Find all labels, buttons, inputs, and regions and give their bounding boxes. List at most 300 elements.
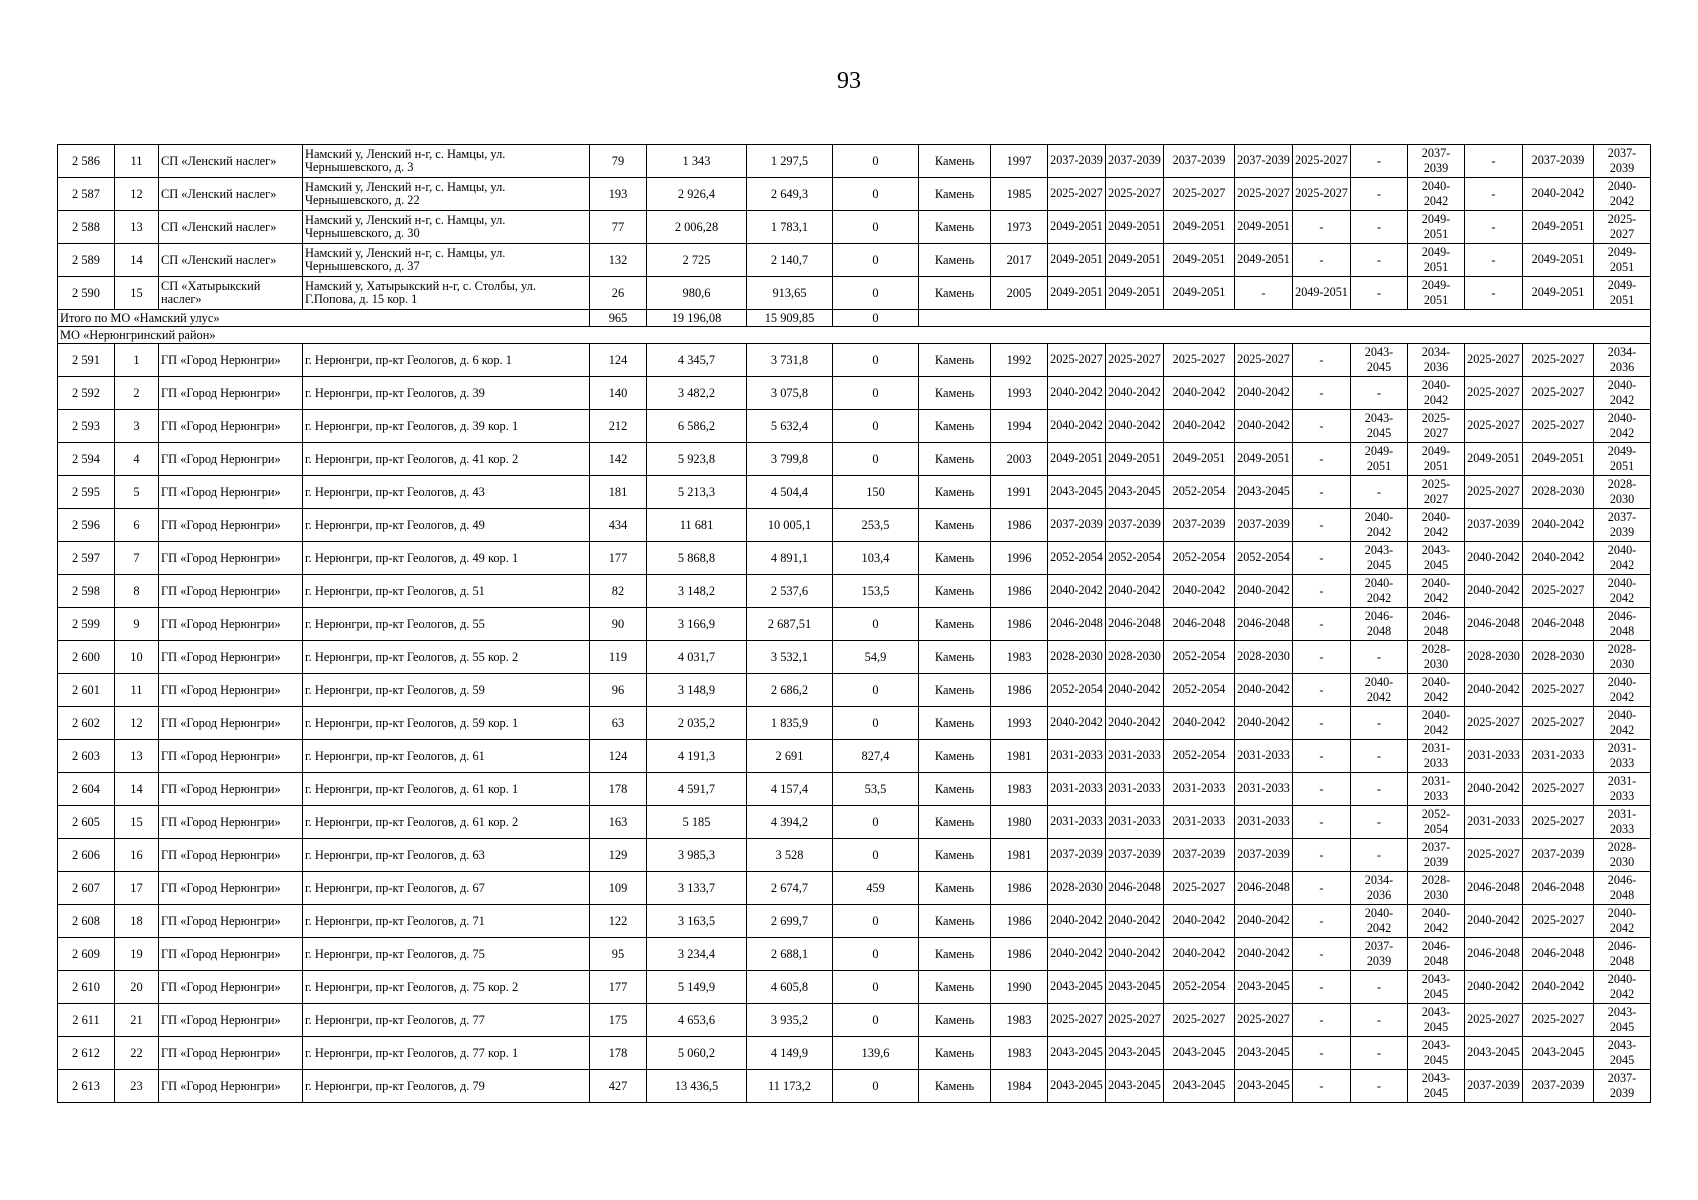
- address: г. Нерюнгри, пр-кт Геологов, д. 43: [303, 476, 590, 509]
- build-year: 1992: [991, 344, 1048, 377]
- period-8: 2025-2027: [1465, 344, 1523, 377]
- municipality: СП «Ленский наслег»: [159, 145, 303, 178]
- address: г. Нерюнгри, пр-кт Геологов, д. 59: [303, 674, 590, 707]
- period-5: -: [1293, 773, 1351, 806]
- period-8: 2031-2033: [1465, 806, 1523, 839]
- period-8: 2025-2027: [1465, 377, 1523, 410]
- row-number: 2 586: [58, 145, 115, 178]
- table-row: [58, 476, 1651, 509]
- period-6: -: [1351, 773, 1408, 806]
- residents: 129: [590, 839, 647, 872]
- period-6: 2040-2042: [1351, 674, 1408, 707]
- nonliving-area: 0: [833, 971, 919, 1004]
- period-10: 2028-2030: [1594, 476, 1651, 509]
- total-area: 5 213,3: [647, 476, 747, 509]
- local-number: 12: [115, 707, 159, 740]
- period-10: 2040-2042: [1594, 674, 1651, 707]
- residents: 26: [590, 277, 647, 310]
- address: г. Нерюнгри, пр-кт Геологов, д. 71: [303, 905, 590, 938]
- period-5: -: [1293, 443, 1351, 476]
- period-1: 2040-2042: [1048, 938, 1106, 971]
- period-1: 2052-2054: [1048, 542, 1106, 575]
- residents: 181: [590, 476, 647, 509]
- local-number: 5: [115, 476, 159, 509]
- period-9: 2046-2048: [1523, 872, 1594, 905]
- wall-material: Камень: [919, 839, 991, 872]
- residents: 178: [590, 1037, 647, 1070]
- period-6: 2037-2039: [1351, 938, 1408, 971]
- total-area: 6 586,2: [647, 410, 747, 443]
- period-10: 2040-2042: [1594, 971, 1651, 1004]
- address: г. Нерюнгри, пр-кт Геологов, д. 61 кор. 2: [303, 806, 590, 839]
- period-2: 2043-2045: [1106, 476, 1164, 509]
- local-number: 22: [115, 1037, 159, 1070]
- build-year: 1986: [991, 509, 1048, 542]
- living-area: 913,65: [747, 277, 833, 310]
- period-3: 2040-2042: [1164, 707, 1235, 740]
- period-7: 2028-2030: [1408, 641, 1465, 674]
- period-4: 2049-2051: [1235, 211, 1293, 244]
- period-5: -: [1293, 377, 1351, 410]
- table-row: [58, 509, 1651, 542]
- local-number: 11: [115, 674, 159, 707]
- table-row: [58, 905, 1651, 938]
- period-6: -: [1351, 1004, 1408, 1037]
- nonliving-area: 0: [833, 839, 919, 872]
- period-7: 2043-2045: [1408, 1037, 1465, 1070]
- period-7: 2046-2048: [1408, 608, 1465, 641]
- period-2: 2031-2033: [1106, 806, 1164, 839]
- build-year: 1986: [991, 905, 1048, 938]
- total-area: 3 985,3: [647, 839, 747, 872]
- wall-material: Камень: [919, 509, 991, 542]
- period-1: 2043-2045: [1048, 1037, 1106, 1070]
- address: г. Нерюнгри, пр-кт Геологов, д. 61 кор. 1: [303, 773, 590, 806]
- period-6: -: [1351, 244, 1408, 277]
- period-2: 2028-2030: [1106, 641, 1164, 674]
- table-row: [58, 410, 1651, 443]
- address: г. Нерюнгри, пр-кт Геологов, д. 59 кор. 1: [303, 707, 590, 740]
- address: Намский у, Хатырыкский н-г, с. Столбы, ул. Г.Попова, д. 15 кор. 1: [303, 277, 590, 310]
- period-10: 2040-2042: [1594, 410, 1651, 443]
- wall-material: Камень: [919, 740, 991, 773]
- total-area: 4 653,6: [647, 1004, 747, 1037]
- period-10: 2046-2048: [1594, 608, 1651, 641]
- period-9: 2040-2042: [1523, 178, 1594, 211]
- period-9: 2049-2051: [1523, 277, 1594, 310]
- period-4: 2040-2042: [1235, 410, 1293, 443]
- period-4: 2025-2027: [1235, 344, 1293, 377]
- period-9: 2049-2051: [1523, 211, 1594, 244]
- total-area: 5 185: [647, 806, 747, 839]
- nonliving-area: 0: [833, 410, 919, 443]
- municipality: ГП «Город Нерюнгри»: [159, 806, 303, 839]
- row-number: 2 613: [58, 1070, 115, 1103]
- period-2: 2043-2045: [1106, 1037, 1164, 1070]
- period-10: 2037-2039: [1594, 509, 1651, 542]
- table-row: [58, 575, 1651, 608]
- row-number: 2 606: [58, 839, 115, 872]
- period-3: 2031-2033: [1164, 806, 1235, 839]
- residents: 77: [590, 211, 647, 244]
- period-2: 2043-2045: [1106, 971, 1164, 1004]
- build-year: 1984: [991, 1070, 1048, 1103]
- housing-repair-schedule-table: [57, 144, 1651, 1103]
- period-6: 2040-2042: [1351, 575, 1408, 608]
- period-1: 2046-2048: [1048, 608, 1106, 641]
- total-area: 4 591,7: [647, 773, 747, 806]
- period-6: 2046-2048: [1351, 608, 1408, 641]
- total-area: 4 031,7: [647, 641, 747, 674]
- wall-material: Камень: [919, 211, 991, 244]
- table-row: [58, 178, 1651, 211]
- living-area: 1 783,1: [747, 211, 833, 244]
- period-10: 2040-2042: [1594, 575, 1651, 608]
- total-area: 980,6: [647, 277, 747, 310]
- period-6: -: [1351, 277, 1408, 310]
- period-5: -: [1293, 608, 1351, 641]
- period-8: 2043-2045: [1465, 1037, 1523, 1070]
- build-year: 1991: [991, 476, 1048, 509]
- period-4: 2037-2039: [1235, 145, 1293, 178]
- local-number: 17: [115, 872, 159, 905]
- period-8: 2025-2027: [1465, 707, 1523, 740]
- total-area: 3 148,2: [647, 575, 747, 608]
- period-2: 2040-2042: [1106, 377, 1164, 410]
- period-8: -: [1465, 244, 1523, 277]
- local-number: 3: [115, 410, 159, 443]
- row-number: 2 610: [58, 971, 115, 1004]
- period-4: 2025-2027: [1235, 178, 1293, 211]
- living-area: 4 394,2: [747, 806, 833, 839]
- period-10: 2043-2045: [1594, 1037, 1651, 1070]
- build-year: 1983: [991, 641, 1048, 674]
- wall-material: Камень: [919, 344, 991, 377]
- page-number: 93: [837, 68, 861, 94]
- row-number: 2 591: [58, 344, 115, 377]
- wall-material: Камень: [919, 674, 991, 707]
- period-4: 2025-2027: [1235, 1004, 1293, 1037]
- total-residents: 965: [590, 310, 647, 327]
- table-row: [58, 641, 1651, 674]
- total-area: 3 163,5: [647, 905, 747, 938]
- wall-material: Камень: [919, 1004, 991, 1037]
- period-9: 2025-2027: [1523, 806, 1594, 839]
- living-area: 3 075,8: [747, 377, 833, 410]
- period-8: 2037-2039: [1465, 1070, 1523, 1103]
- row-number: 2 596: [58, 509, 115, 542]
- period-2: 2037-2039: [1106, 145, 1164, 178]
- period-9: 2040-2042: [1523, 971, 1594, 1004]
- wall-material: Камень: [919, 938, 991, 971]
- period-1: 2052-2054: [1048, 674, 1106, 707]
- period-8: 2025-2027: [1465, 1004, 1523, 1037]
- row-number: 2 607: [58, 872, 115, 905]
- period-5: -: [1293, 740, 1351, 773]
- period-6: 2043-2045: [1351, 542, 1408, 575]
- period-6: -: [1351, 971, 1408, 1004]
- nonliving-area: 0: [833, 1070, 919, 1103]
- wall-material: Камень: [919, 641, 991, 674]
- period-1: 2049-2051: [1048, 443, 1106, 476]
- residents: 212: [590, 410, 647, 443]
- period-9: 2025-2027: [1523, 344, 1594, 377]
- municipality: СП «Хатырыкский наслег»: [159, 277, 303, 310]
- living-area: 10 005,1: [747, 509, 833, 542]
- residents: 124: [590, 344, 647, 377]
- period-5: -: [1293, 905, 1351, 938]
- address: г. Нерюнгри, пр-кт Геологов, д. 49 кор. 1: [303, 542, 590, 575]
- total-area: 5 149,9: [647, 971, 747, 1004]
- period-8: 2040-2042: [1465, 542, 1523, 575]
- row-number: 2 598: [58, 575, 115, 608]
- residents: 427: [590, 1070, 647, 1103]
- residents: 175: [590, 1004, 647, 1037]
- table-row: [58, 740, 1651, 773]
- period-4: 2037-2039: [1235, 509, 1293, 542]
- period-10: 2031-2033: [1594, 773, 1651, 806]
- total-area: 2 035,2: [647, 707, 747, 740]
- living-area: 3 731,8: [747, 344, 833, 377]
- period-7: 2025-2027: [1408, 410, 1465, 443]
- row-number: 2 604: [58, 773, 115, 806]
- period-6: -: [1351, 476, 1408, 509]
- table-row: [58, 1037, 1651, 1070]
- table-row: [58, 773, 1651, 806]
- period-7: 2052-2054: [1408, 806, 1465, 839]
- period-10: 2040-2042: [1594, 377, 1651, 410]
- period-9: 2025-2027: [1523, 1004, 1594, 1037]
- municipality: ГП «Город Нерюнгри»: [159, 509, 303, 542]
- nonliving-area: 459: [833, 872, 919, 905]
- period-3: 2043-2045: [1164, 1070, 1235, 1103]
- residents: 90: [590, 608, 647, 641]
- period-9: 2025-2027: [1523, 905, 1594, 938]
- local-number: 23: [115, 1070, 159, 1103]
- period-9: 2040-2042: [1523, 509, 1594, 542]
- period-1: 2040-2042: [1048, 410, 1106, 443]
- row-number: 2 600: [58, 641, 115, 674]
- period-9: 2046-2048: [1523, 608, 1594, 641]
- period-9: 2049-2051: [1523, 443, 1594, 476]
- period-2: 2025-2027: [1106, 344, 1164, 377]
- period-10: 2049-2051: [1594, 244, 1651, 277]
- row-number: 2 612: [58, 1037, 115, 1070]
- period-5: -: [1293, 938, 1351, 971]
- period-10: 2028-2030: [1594, 839, 1651, 872]
- municipality: ГП «Город Нерюнгри»: [159, 1070, 303, 1103]
- period-1: 2028-2030: [1048, 872, 1106, 905]
- table-row: [58, 277, 1651, 310]
- living-area: 3 935,2: [747, 1004, 833, 1037]
- namsky-total: [58, 310, 1651, 344]
- period-2: 2043-2045: [1106, 1070, 1164, 1103]
- period-6: 2043-2045: [1351, 344, 1408, 377]
- row-number: 2 597: [58, 542, 115, 575]
- period-9: 2037-2039: [1523, 145, 1594, 178]
- build-year: 1997: [991, 145, 1048, 178]
- local-number: 15: [115, 806, 159, 839]
- address: г. Нерюнгри, пр-кт Геологов, д. 49: [303, 509, 590, 542]
- living-area: 2 699,7: [747, 905, 833, 938]
- municipality: ГП «Город Нерюнгри»: [159, 740, 303, 773]
- build-year: 2017: [991, 244, 1048, 277]
- period-4: 2031-2033: [1235, 806, 1293, 839]
- period-6: -: [1351, 839, 1408, 872]
- nonliving-area: 0: [833, 707, 919, 740]
- row-number: 2 608: [58, 905, 115, 938]
- period-8: 2025-2027: [1465, 476, 1523, 509]
- period-7: 2043-2045: [1408, 542, 1465, 575]
- address: г. Нерюнгри, пр-кт Геологов, д. 79: [303, 1070, 590, 1103]
- total-area: 11 681: [647, 509, 747, 542]
- period-8: 2025-2027: [1465, 839, 1523, 872]
- local-number: 6: [115, 509, 159, 542]
- address: г. Нерюнгри, пр-кт Геологов, д. 51: [303, 575, 590, 608]
- period-6: -: [1351, 1037, 1408, 1070]
- period-10: 2025-2027: [1594, 211, 1651, 244]
- total-area: 2 926,4: [647, 178, 747, 211]
- table-row: [58, 971, 1651, 1004]
- build-year: 1985: [991, 178, 1048, 211]
- municipality: ГП «Город Нерюнгри»: [159, 641, 303, 674]
- period-2: 2031-2033: [1106, 740, 1164, 773]
- address: г. Нерюнгри, пр-кт Геологов, д. 6 кор. 1: [303, 344, 590, 377]
- period-3: 2037-2039: [1164, 145, 1235, 178]
- row-number: 2 611: [58, 1004, 115, 1037]
- residents: 96: [590, 674, 647, 707]
- period-5: -: [1293, 344, 1351, 377]
- period-9: 2025-2027: [1523, 410, 1594, 443]
- address: г. Нерюнгри, пр-кт Геологов, д. 77 кор. 1: [303, 1037, 590, 1070]
- wall-material: Камень: [919, 773, 991, 806]
- period-9: 2025-2027: [1523, 707, 1594, 740]
- wall-material: Камень: [919, 1070, 991, 1103]
- build-year: 1990: [991, 971, 1048, 1004]
- wall-material: Камень: [919, 872, 991, 905]
- municipality: ГП «Город Нерюнгри»: [159, 1037, 303, 1070]
- period-5: -: [1293, 410, 1351, 443]
- build-year: 1973: [991, 211, 1048, 244]
- period-7: 2031-2033: [1408, 773, 1465, 806]
- nonliving-area: 0: [833, 443, 919, 476]
- period-1: 2049-2051: [1048, 211, 1106, 244]
- wall-material: Камень: [919, 905, 991, 938]
- nonliving-area: 139,6: [833, 1037, 919, 1070]
- table-row: [58, 211, 1651, 244]
- period-6: 2040-2042: [1351, 509, 1408, 542]
- table-row: [58, 938, 1651, 971]
- residents: 178: [590, 773, 647, 806]
- total-area: 3 234,4: [647, 938, 747, 971]
- municipality: ГП «Город Нерюнгри»: [159, 905, 303, 938]
- period-9: 2025-2027: [1523, 674, 1594, 707]
- table-row: [58, 1070, 1651, 1103]
- period-7: 2040-2042: [1408, 178, 1465, 211]
- living-area: 2 687,51: [747, 608, 833, 641]
- municipality: ГП «Город Нерюнгри»: [159, 1004, 303, 1037]
- total-area: 3 166,9: [647, 608, 747, 641]
- period-9: 2046-2048: [1523, 938, 1594, 971]
- period-3: 2037-2039: [1164, 839, 1235, 872]
- nonliving-area: 0: [833, 674, 919, 707]
- period-1: 2040-2042: [1048, 905, 1106, 938]
- living-area: 4 891,1: [747, 542, 833, 575]
- municipality: ГП «Город Нерюнгри»: [159, 575, 303, 608]
- municipality: ГП «Город Нерюнгри»: [159, 443, 303, 476]
- municipality: ГП «Город Нерюнгри»: [159, 674, 303, 707]
- total-area: 5 868,8: [647, 542, 747, 575]
- period-9: 2040-2042: [1523, 542, 1594, 575]
- period-1: 2037-2039: [1048, 145, 1106, 178]
- residents: 122: [590, 905, 647, 938]
- nonliving-area: 0: [833, 244, 919, 277]
- residents: 124: [590, 740, 647, 773]
- period-10: 2028-2030: [1594, 641, 1651, 674]
- period-5: 2049-2051: [1293, 277, 1351, 310]
- total-area: 3 148,9: [647, 674, 747, 707]
- period-7: 2034-2036: [1408, 344, 1465, 377]
- local-number: 13: [115, 740, 159, 773]
- period-5: -: [1293, 542, 1351, 575]
- period-2: 2037-2039: [1106, 509, 1164, 542]
- total-area: 3 482,2: [647, 377, 747, 410]
- period-3: 2031-2033: [1164, 773, 1235, 806]
- period-3: 2025-2027: [1164, 344, 1235, 377]
- period-7: 2043-2045: [1408, 971, 1465, 1004]
- period-9: 2025-2027: [1523, 575, 1594, 608]
- period-3: 2040-2042: [1164, 410, 1235, 443]
- period-2: 2049-2051: [1106, 211, 1164, 244]
- residents: 63: [590, 707, 647, 740]
- period-7: 2040-2042: [1408, 575, 1465, 608]
- period-3: 2052-2054: [1164, 740, 1235, 773]
- nonliving-area: 0: [833, 608, 919, 641]
- period-2: 2025-2027: [1106, 178, 1164, 211]
- period-10: 2040-2042: [1594, 178, 1651, 211]
- residents: 79: [590, 145, 647, 178]
- period-5: -: [1293, 244, 1351, 277]
- living-area: 11 173,2: [747, 1070, 833, 1103]
- municipality: ГП «Город Нерюнгри»: [159, 773, 303, 806]
- local-number: 20: [115, 971, 159, 1004]
- build-year: 1993: [991, 377, 1048, 410]
- period-6: -: [1351, 211, 1408, 244]
- period-7: 2049-2051: [1408, 443, 1465, 476]
- total-area: 5 923,8: [647, 443, 747, 476]
- row-number: 2 599: [58, 608, 115, 641]
- row-number: 2 609: [58, 938, 115, 971]
- municipality: ГП «Город Нерюнгри»: [159, 542, 303, 575]
- address: г. Нерюнгри, пр-кт Геологов, д. 55 кор. 2: [303, 641, 590, 674]
- address: г. Нерюнгри, пр-кт Геологов, д. 41 кор. 2: [303, 443, 590, 476]
- address: г. Нерюнгри, пр-кт Геологов, д. 75: [303, 938, 590, 971]
- period-8: 2028-2030: [1465, 641, 1523, 674]
- period-2: 2049-2051: [1106, 277, 1164, 310]
- living-area: 4 504,4: [747, 476, 833, 509]
- period-2: 2037-2039: [1106, 839, 1164, 872]
- build-year: 1986: [991, 872, 1048, 905]
- period-8: 2040-2042: [1465, 575, 1523, 608]
- local-number: 14: [115, 773, 159, 806]
- municipality: ГП «Город Нерюнгри»: [159, 344, 303, 377]
- period-5: -: [1293, 707, 1351, 740]
- period-2: 2046-2048: [1106, 872, 1164, 905]
- table-row: [58, 542, 1651, 575]
- period-8: 2046-2048: [1465, 872, 1523, 905]
- period-2: 2046-2048: [1106, 608, 1164, 641]
- period-1: 2040-2042: [1048, 575, 1106, 608]
